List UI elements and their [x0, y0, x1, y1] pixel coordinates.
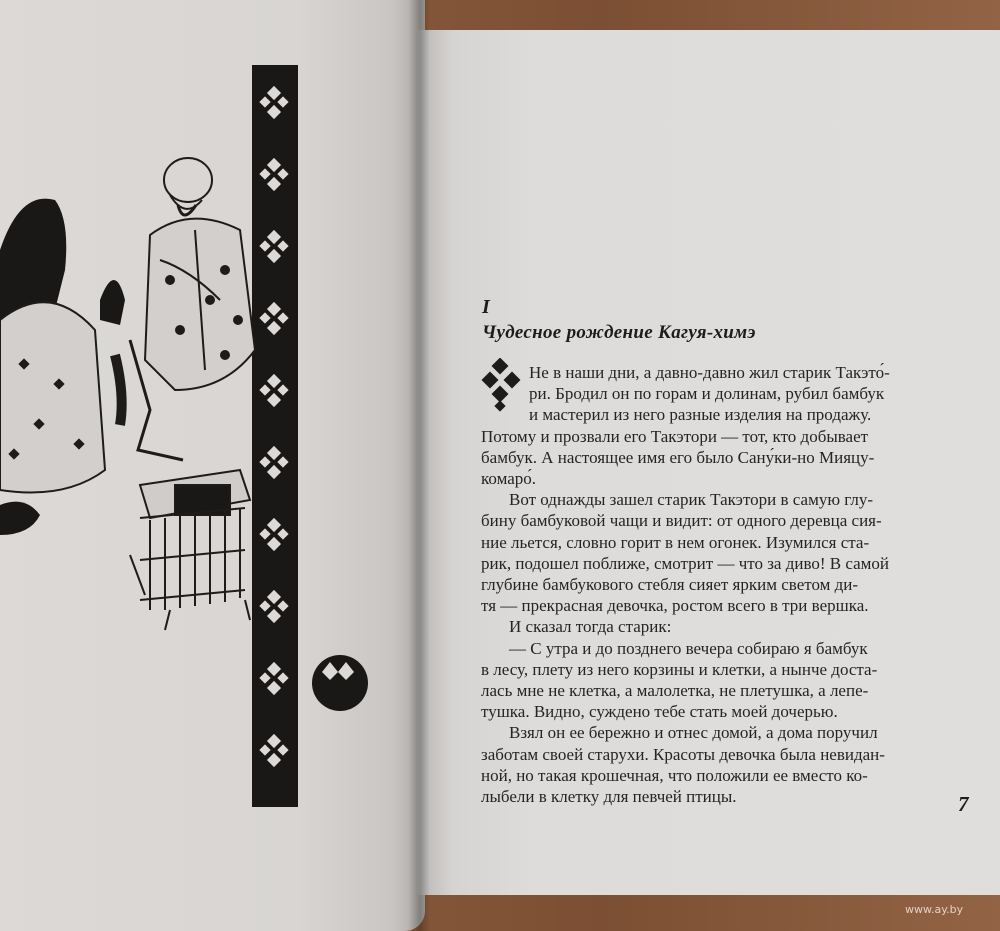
text-line: и мастерил из него разные изделия на продажу. — [529, 405, 872, 425]
book-gutter-shadow — [408, 0, 430, 931]
chapter-body-text — [481, 362, 971, 807]
text-line: тя — прекрасная девочка, ростом всего в три вершка. — [481, 596, 869, 616]
page-number: 7 — [958, 792, 969, 816]
text-line: И сказал тогда старик: — [509, 617, 672, 637]
watermark: www.ay.by — [905, 903, 964, 916]
chapter-number: I — [482, 296, 490, 318]
old-man-figure — [115, 158, 255, 460]
text-line: рик, подошел поближе, смотрит — что за диво! В самой — [481, 553, 890, 573]
text-line: в лесу, плету из него корзины и клетки, а нынче доста- — [481, 659, 878, 679]
text-line: бамбук. А настоящее имя его было Сану́ки-но Мияцу- — [481, 447, 875, 467]
text-line: заботам своей старухи. Красоты девочка была невидан- — [481, 744, 885, 764]
text-line: глубине бамбукового стебля сияет ярким светом ди- — [481, 575, 859, 595]
text-line: ной, но такая крошечная, что положили ее вместо ко- — [481, 765, 868, 785]
text-line: лась мне не клетка, а малолетка, не плетушка, а лепе- — [481, 681, 869, 701]
bamboo-cage — [130, 470, 250, 630]
text-line: лыбели в клетку для певчей птицы. — [481, 787, 737, 807]
text-line: Взял он ее бережно и отнес домой, а дома поручил — [509, 723, 878, 743]
ornamental-pillar — [252, 65, 298, 807]
text-line: тушка. Видно, суждено тебе стать моей дочерью. — [481, 702, 838, 722]
text-line: — С утра и до позднего вечера собираю я бамбук — [509, 638, 868, 658]
text-line: ри. Бродил он по горам и долинам, рубил бамбук — [529, 384, 885, 404]
text-line: комаро́. — [481, 469, 537, 489]
chapter-title: Чудесное рождение Кагуя-химэ — [482, 322, 756, 343]
text-line: Не в наши дни, а давно-давно жил старик Такэто́- — [529, 363, 890, 382]
woodblock-illustration — [0, 55, 410, 815]
text-line: бину бамбуковой чащи и видит: от одного деревца сия- — [481, 511, 882, 531]
text-line: Потому и прозвали его Такэтори — тот, кто добывает — [481, 426, 869, 446]
round-emblem — [312, 655, 368, 711]
woman-figure — [0, 199, 125, 535]
text-line: Вот однажды зашел старик Такэтори в самую глу- — [509, 490, 874, 510]
text-line: ние льется, словно горит в нем огонек. Изумился ста- — [481, 532, 870, 552]
